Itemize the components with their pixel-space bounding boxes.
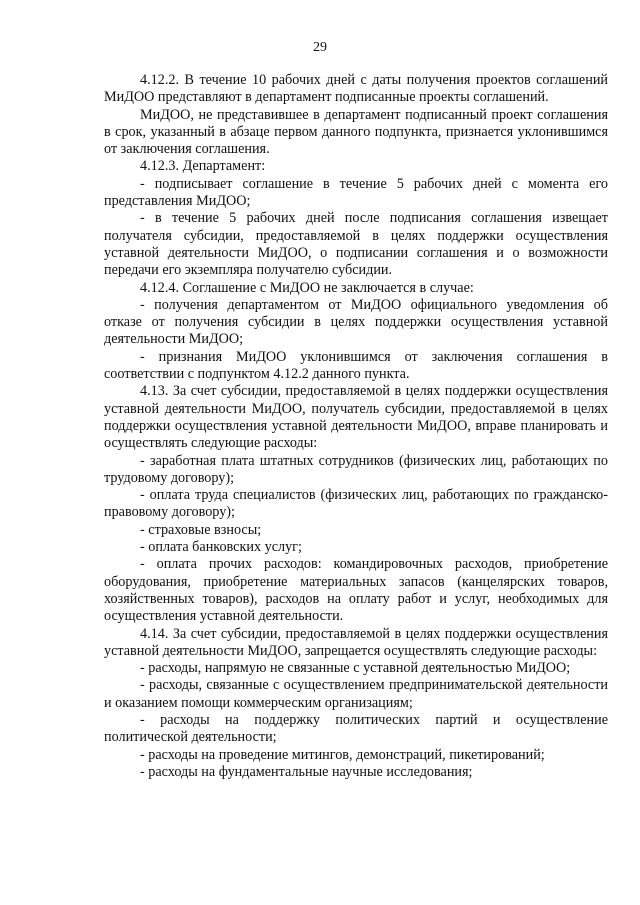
list-item: - оплата банковских услуг;: [140, 539, 302, 556]
list-item: - получения департаментом от МиДОО официального уведомления об отказе от получения субсидии в целях поддержки осуществления уставной деятельности МиДОО;: [104, 296, 608, 348]
list-item: - оплата труда специалистов (физических лиц, работающих по гражданско-правовому договору);: [104, 487, 608, 521]
list-item: - подписывает соглашение в течение 5 рабочих дней с момента его представления МиДОО;: [104, 175, 608, 210]
list-item: - расходы на поддержку политических партий и осуществление политической деятельности;: [104, 711, 608, 746]
list-item: - расходы, напрямую не связанные с уставной деятельностью МиДОО;: [140, 660, 571, 677]
list-item: - расходы на проведение митингов, демонстраций, пикетирований;: [140, 746, 545, 763]
list-item: - в течение 5 рабочих дней после подписания соглашения извещает получателя субсидии, предоставляемой в целях поддержки осуществления уставной деятельности МиДОО, о подписании соглашения и о возможности передачи его экземпляра получателю субсидии.: [104, 210, 608, 279]
list-item: - страховые взносы;: [140, 521, 262, 538]
document-body: [104, 72, 608, 781]
paragraph-4-13: 4.13. За счет субсидии, предоставляемой в целях поддержки осуществления уставной деятельности МиДОО, получатель субсидии, предоставляемой в целях поддержки осуществления уставной деятельности МиДОО, вправе планировать и осуществлять следующие расходы:: [104, 383, 608, 452]
list-item: - расходы на фундаментальные научные исследования;: [140, 763, 473, 780]
page-number: 29: [313, 40, 327, 55]
paragraph-4-12-2-evasion: МиДОО, не представившее в департамент подписанный проект соглашения в срок, указанный в абзаце первом данного подпункта, признается уклонившимся от заключения соглашения.: [104, 106, 608, 158]
list-item: - оплата прочих расходов: командировочных расходов, приобретение оборудования, приобретение материальных запасов (канцелярских товаров, хозяйственных товаров), расходов на оплату работ и услуг, необходимых для осуществления уставной деятельности.: [104, 556, 608, 625]
list-item: - заработная плата штатных сотрудников (физических лиц, работающих по трудовому договору);: [104, 452, 608, 486]
paragraph-4-12-3: 4.12.3. Департамент:: [140, 158, 266, 175]
paragraph-4-12-4: 4.12.4. Соглашение с МиДОО не заключается в случае:: [140, 279, 474, 296]
paragraph-4-14: 4.14. За счет субсидии, предоставляемой в целях поддержки осуществления уставной деятельности МиДОО, запрещается осуществлять следующие расходы:: [104, 625, 608, 659]
list-item: - расходы, связанные с осуществлением предпринимательской деятельности и оказанием помощи коммерческим организациям;: [104, 677, 608, 711]
paragraph-4-12-2: 4.12.2. В течение 10 рабочих дней с даты получения проектов соглашений МиДОО представляют в департамент подписанные проекты соглашений.: [104, 72, 608, 106]
list-item: - признания МиДОО уклонившимся от заключения соглашения в соответствии с подпунктом 4.12.2 данного пункта.: [104, 348, 608, 383]
